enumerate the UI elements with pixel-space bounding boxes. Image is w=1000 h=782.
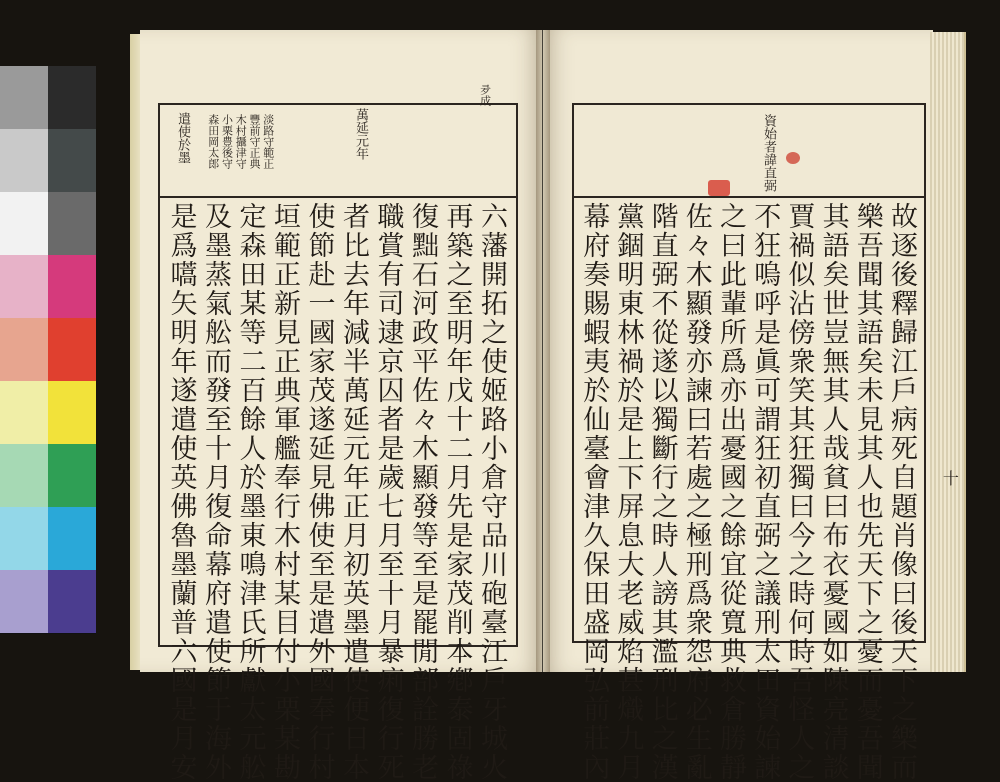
left-header-col-2: 淡路守範正 豐前守正典 木村攝津守 小栗豊後守 森田岡太郎	[206, 114, 275, 169]
book-gutter	[536, 30, 550, 672]
page-stack-edge	[930, 32, 966, 672]
left-header-col-1: 遣使於墨	[174, 112, 190, 164]
text-column: 職賞有司逮京囚者是歲七月至十月暴痢復行死	[372, 202, 404, 782]
text-column: 是爲嚆矢明年遂遣使英佛魯墨蘭普六國是月安	[165, 202, 197, 782]
color-swatch	[0, 381, 48, 444]
color-swatch	[0, 192, 48, 255]
right-header-col-1: 資始者諱直弼	[760, 114, 776, 192]
color-checker	[0, 66, 96, 634]
text-column: 垣範正新見正典軍艦奉行木村某目付小栗某勘	[269, 202, 300, 782]
text-column: 賈禍似沾傍衆笑其狂獨曰今之時何時吾怪人之	[783, 202, 815, 782]
text-column: 復黜石河政平佐々木顯發等至是罷閒部詮勝老	[407, 202, 438, 782]
left-title-marker: 夛成	[478, 84, 492, 106]
color-swatch	[0, 255, 48, 318]
color-swatch	[0, 507, 48, 570]
left-header-col-3: 萬延元年	[352, 108, 368, 160]
text-column: 使節赴一國家茂遂延見佛使至是遣外國奉行村	[303, 202, 335, 782]
left-header-rule	[158, 196, 518, 198]
text-column: 六藩開拓之使姬路小倉守品川砲臺江戶牙城火	[476, 202, 507, 782]
text-column: 其語矣世豈無其人哉貧曰布衣憂國如陳亮清談	[817, 202, 849, 782]
red-seal-mark	[708, 180, 730, 196]
color-swatch	[48, 507, 96, 570]
text-column: 幕府奏賜蝦夷於仙臺會津久保田盛岡弘前莊內	[578, 202, 610, 782]
text-column: 不狂嗚呼是眞可謂狂初直弼之議刑太田資始諫	[749, 202, 781, 782]
color-swatch	[0, 129, 48, 192]
text-column: 者比去年減半萬延元年正月初英墨遣使便日本	[338, 202, 369, 782]
color-swatch	[48, 444, 96, 507]
text-column: 再築之至明年戊十二月先是家茂削本鄕泰固祿	[441, 202, 473, 782]
color-swatch	[48, 66, 96, 129]
color-swatch	[48, 255, 96, 318]
color-swatch	[48, 570, 96, 633]
color-swatch	[0, 570, 48, 633]
color-swatch	[48, 381, 96, 444]
text-column: 佐々木顯發亦諫曰若處之極刑爲衆怨府必生亂	[680, 202, 712, 782]
color-swatch	[48, 192, 96, 255]
text-column: 黨錮明東林禍於是上下屏息大老威焰甚熾九月	[612, 202, 644, 782]
color-swatch	[0, 66, 48, 129]
text-column: 之曰此輩所爲亦出憂國之餘宜從寬典救倉勝靜	[715, 202, 746, 782]
text-column: 階直弼不從遂以獨斷行之時人謗其濫刑比之漢	[646, 202, 678, 782]
text-column: 樂吾聞其語矣未見其人也先天下之憂而憂吾聞	[851, 202, 883, 782]
right-header-rule	[572, 196, 926, 198]
color-swatch	[0, 318, 48, 381]
text-column: 故逐後釋歸江戶病死自題肖像曰後天下之樂而	[886, 202, 917, 782]
color-swatch	[48, 129, 96, 192]
color-swatch	[48, 318, 96, 381]
text-column: 定森田某等二百餘人於墨東鳴津氏所獻太元舩	[234, 202, 266, 782]
color-swatch	[0, 444, 48, 507]
red-dot-mark	[786, 152, 800, 164]
text-column: 及墨蒸氣舩而發至十月復命幕府遣使節于海外	[200, 202, 231, 782]
right-margin-label: 十	[940, 470, 960, 486]
